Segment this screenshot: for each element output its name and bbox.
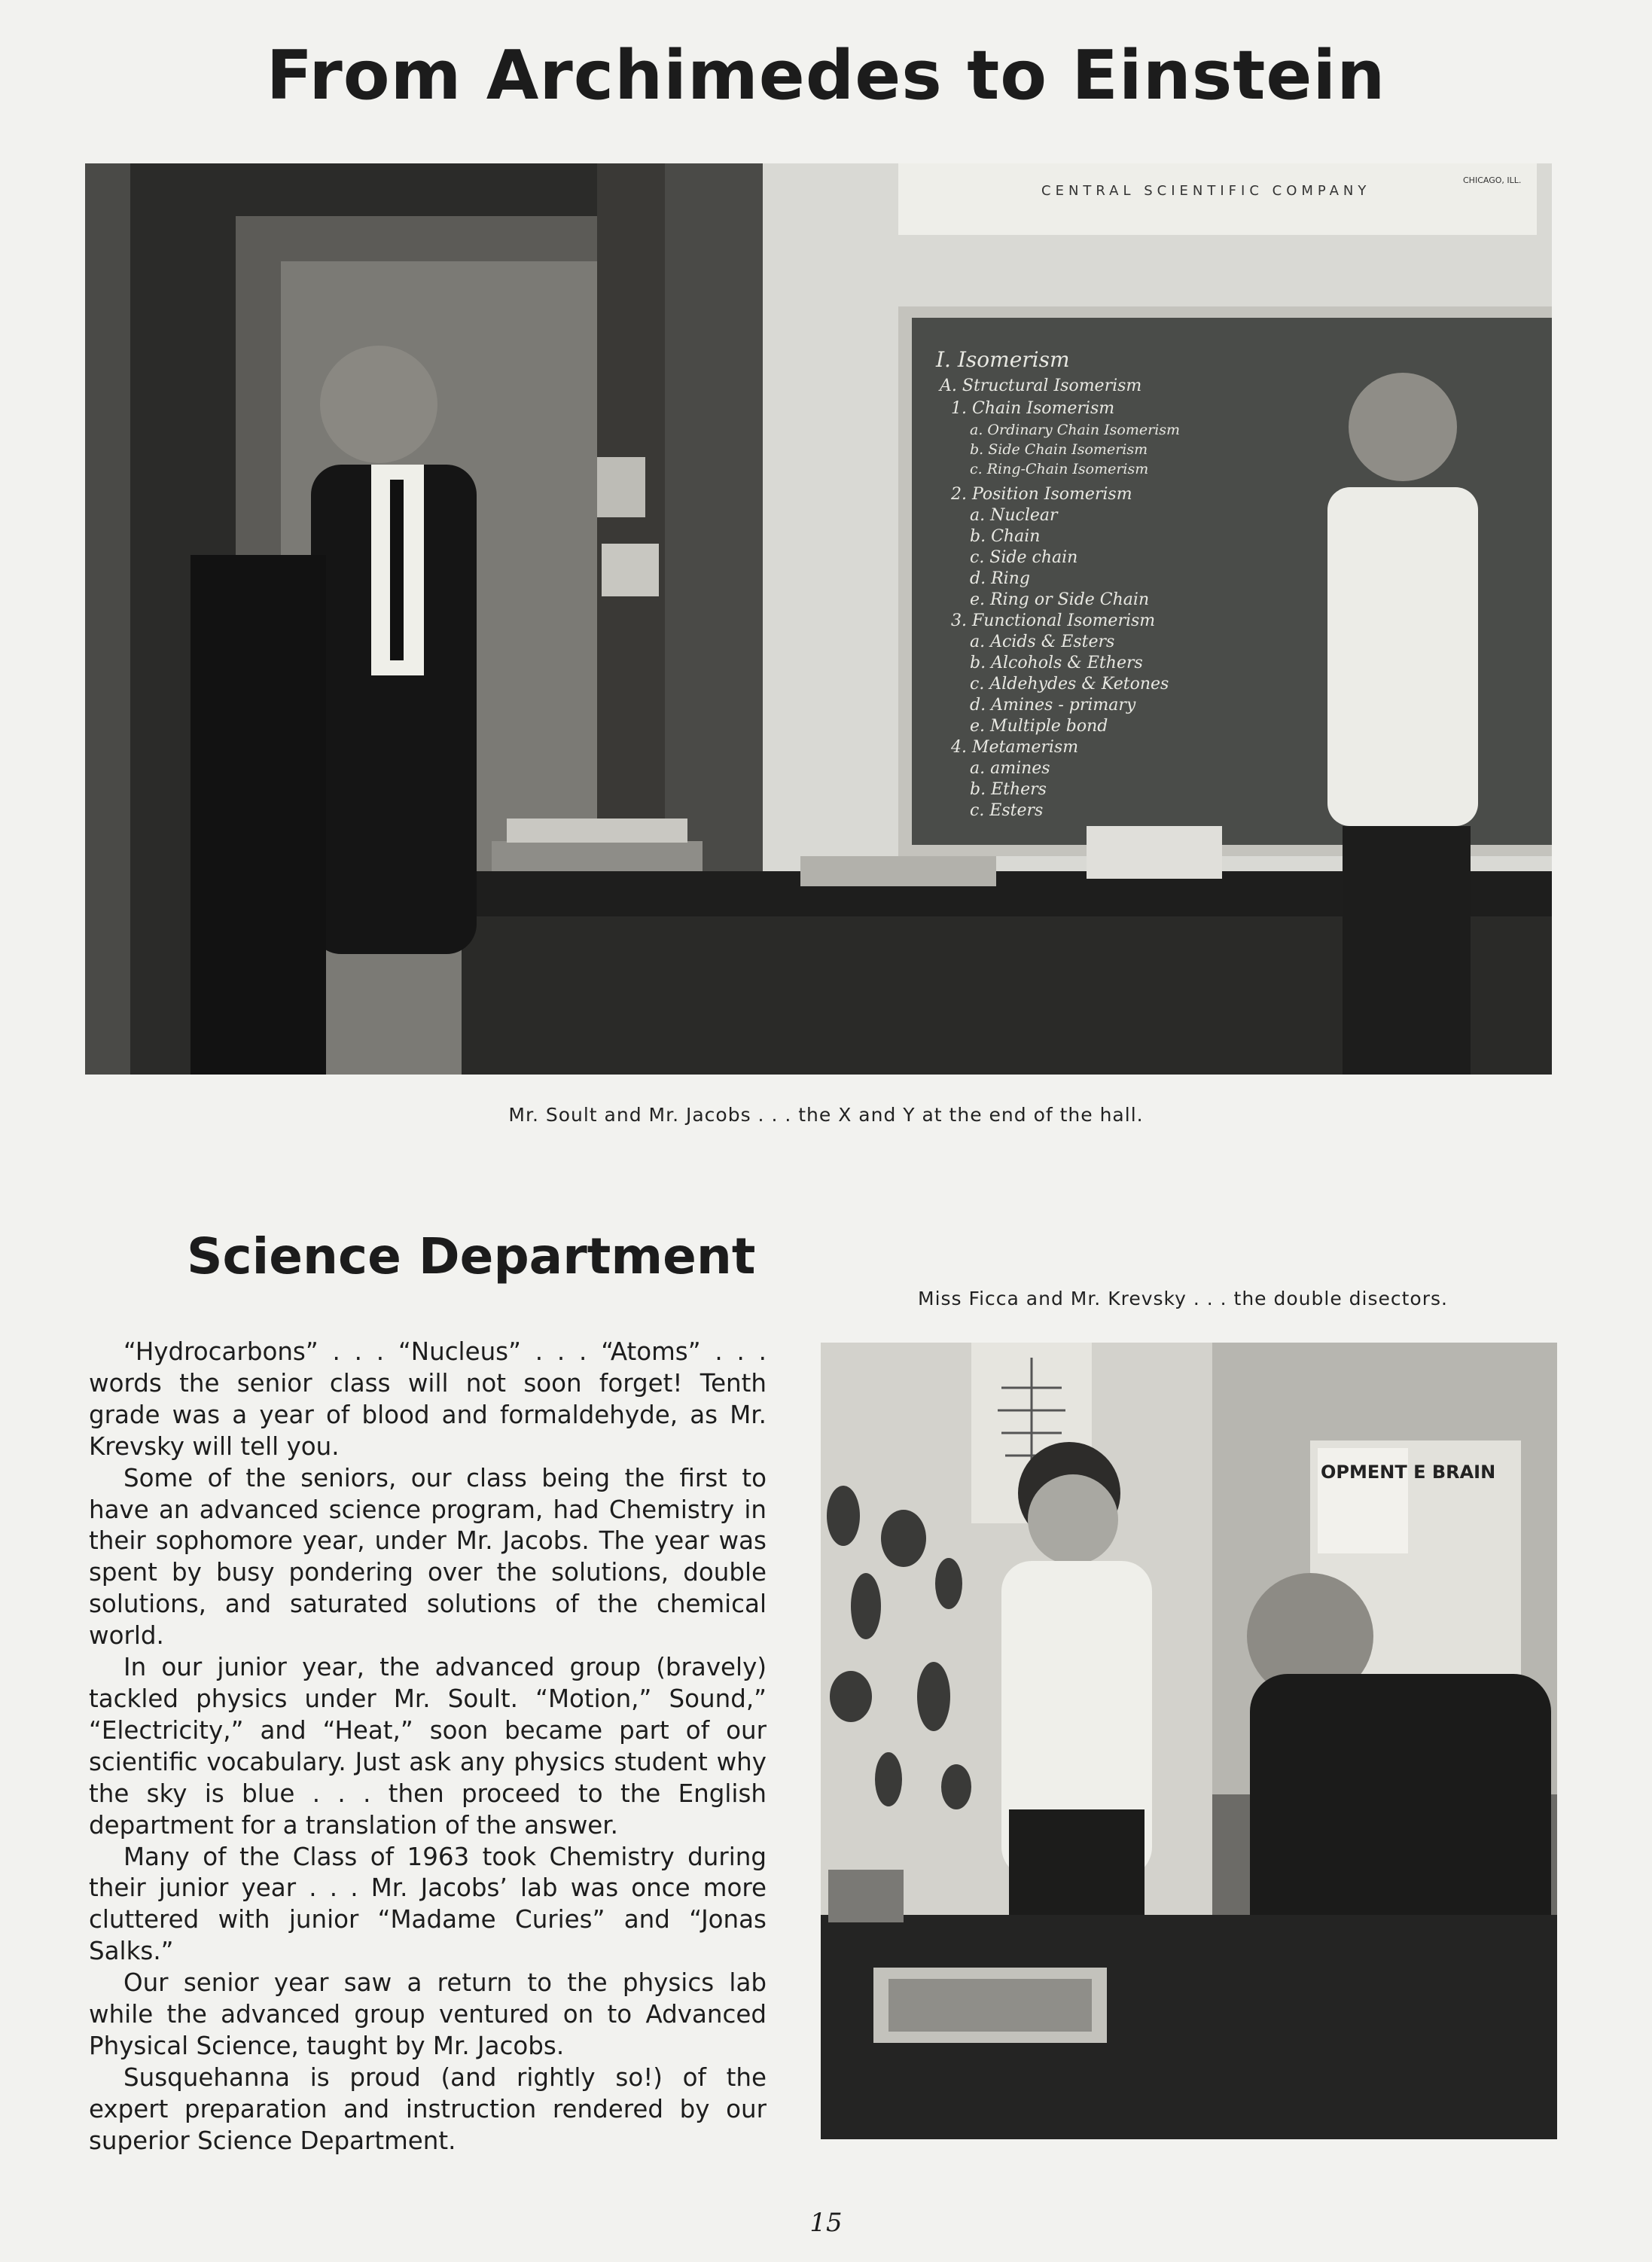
svg-text:a. Nuclear: a. Nuclear — [970, 506, 1058, 525]
svg-text:4. Metamerism: 4. Metamerism — [951, 738, 1079, 757]
photo-teachers-chalkboard — [85, 163, 1552, 1075]
paragraph: In our junior year, the advanced group (bravely) tackled physics under Mr. Soult. “Motion,” Sound,” “Electricity,” and “Heat,” soon became part of our scientific vocabulary. Just ask any physics student why the sky is blue . . . then proceed to the English department for a translation of the answer. — [89, 1653, 767, 1840]
svg-text:a. amines: a. amines — [970, 759, 1050, 778]
svg-text:A. Structural Isomerism: A. Structural Isomerism — [940, 376, 1142, 395]
paragraph: Some of the seniors, our class being the first to have an advanced science program, had Chemistry in their sophomore year, under Mr. Jacobs. The year was spent by busy pondering over the solutions, double solutions, and saturated solutions of the chemical world. — [89, 1463, 767, 1651]
paragraph: Our senior year saw a return to the physics lab while the advanced group ventured on to Advanced Physical Science, taught by Mr. Jacobs. — [89, 1968, 767, 2060]
ruler-city: CHICAGO, ILL. — [1463, 175, 1522, 185]
poster-text: OPMENT E BRAIN — [1321, 1462, 1496, 1483]
svg-text:b. Alcohols & Ethers: b. Alcohols & Ethers — [970, 654, 1143, 672]
svg-text:c. Aldehydes & Ketones: c. Aldehydes & Ketones — [970, 675, 1169, 694]
svg-text:3. Functional Isomerism: 3. Functional Isomerism — [951, 611, 1156, 630]
svg-text:a. Ordinary Chain Isomerism: a. Ordinary Chain Isomerism — [970, 422, 1181, 438]
svg-text:1. Chain Isomerism: 1. Chain Isomerism — [951, 399, 1115, 418]
photo-dissection-lab — [821, 1343, 1557, 2139]
ruler-label: CENTRAL SCIENTIFIC COMPANY — [1041, 183, 1371, 199]
svg-text:b. Ethers: b. Ethers — [970, 780, 1047, 799]
paragraph: Many of the Class of 1963 took Chemistry during their junior year . . . Mr. Jacobs’ lab was once more cluttered with junior “Madame Curies” and “Jonas Salks.” — [89, 1842, 767, 1966]
paragraph: Susquehanna is proud (and rightly so!) of the expert preparation and instruction rendered by our superior Science Department. — [89, 2062, 767, 2155]
top-photo-caption: Mr. Soult and Mr. Jacobs . . . the X and Y at the end of the hall. — [508, 1104, 1144, 1126]
svg-text:c. Ring-Chain Isomerism: c. Ring-Chain Isomerism — [970, 461, 1149, 477]
svg-text:d. Amines - primary: d. Amines - primary — [970, 696, 1136, 715]
page-title: From Archimedes to Einstein — [266, 36, 1386, 115]
svg-text:d. Ring: d. Ring — [970, 569, 1030, 588]
article-body — [89, 1337, 767, 2157]
page-number: 15 — [809, 2208, 843, 2238]
svg-text:b. Chain: b. Chain — [970, 527, 1041, 546]
bottom-photo-caption: Miss Ficca and Mr. Krevsky . . . the double disectors. — [918, 1288, 1448, 1309]
svg-text:a. Acids & Esters: a. Acids & Esters — [970, 633, 1115, 651]
svg-text:c. Esters: c. Esters — [970, 801, 1044, 820]
section-title: Science Department — [187, 1227, 756, 1285]
svg-text:e. Multiple bond: e. Multiple bond — [970, 717, 1108, 736]
svg-text:c. Side chain: c. Side chain — [970, 548, 1078, 567]
svg-text:I. Isomerism: I. Isomerism — [936, 347, 1070, 372]
svg-text:b. Side Chain Isomerism: b. Side Chain Isomerism — [970, 441, 1148, 458]
paragraph: “Hydrocarbons” . . . “Nucleus” . . . “Atoms” . . . words the senior class will not soon forget! Tenth grade was a year of blood and formaldehyde, as Mr. Krevsky will tell you. — [89, 1337, 767, 1461]
svg-text:2. Position Isomerism: 2. Position Isomerism — [951, 485, 1132, 504]
svg-text:e. Ring or Side Chain: e. Ring or Side Chain — [970, 590, 1150, 609]
